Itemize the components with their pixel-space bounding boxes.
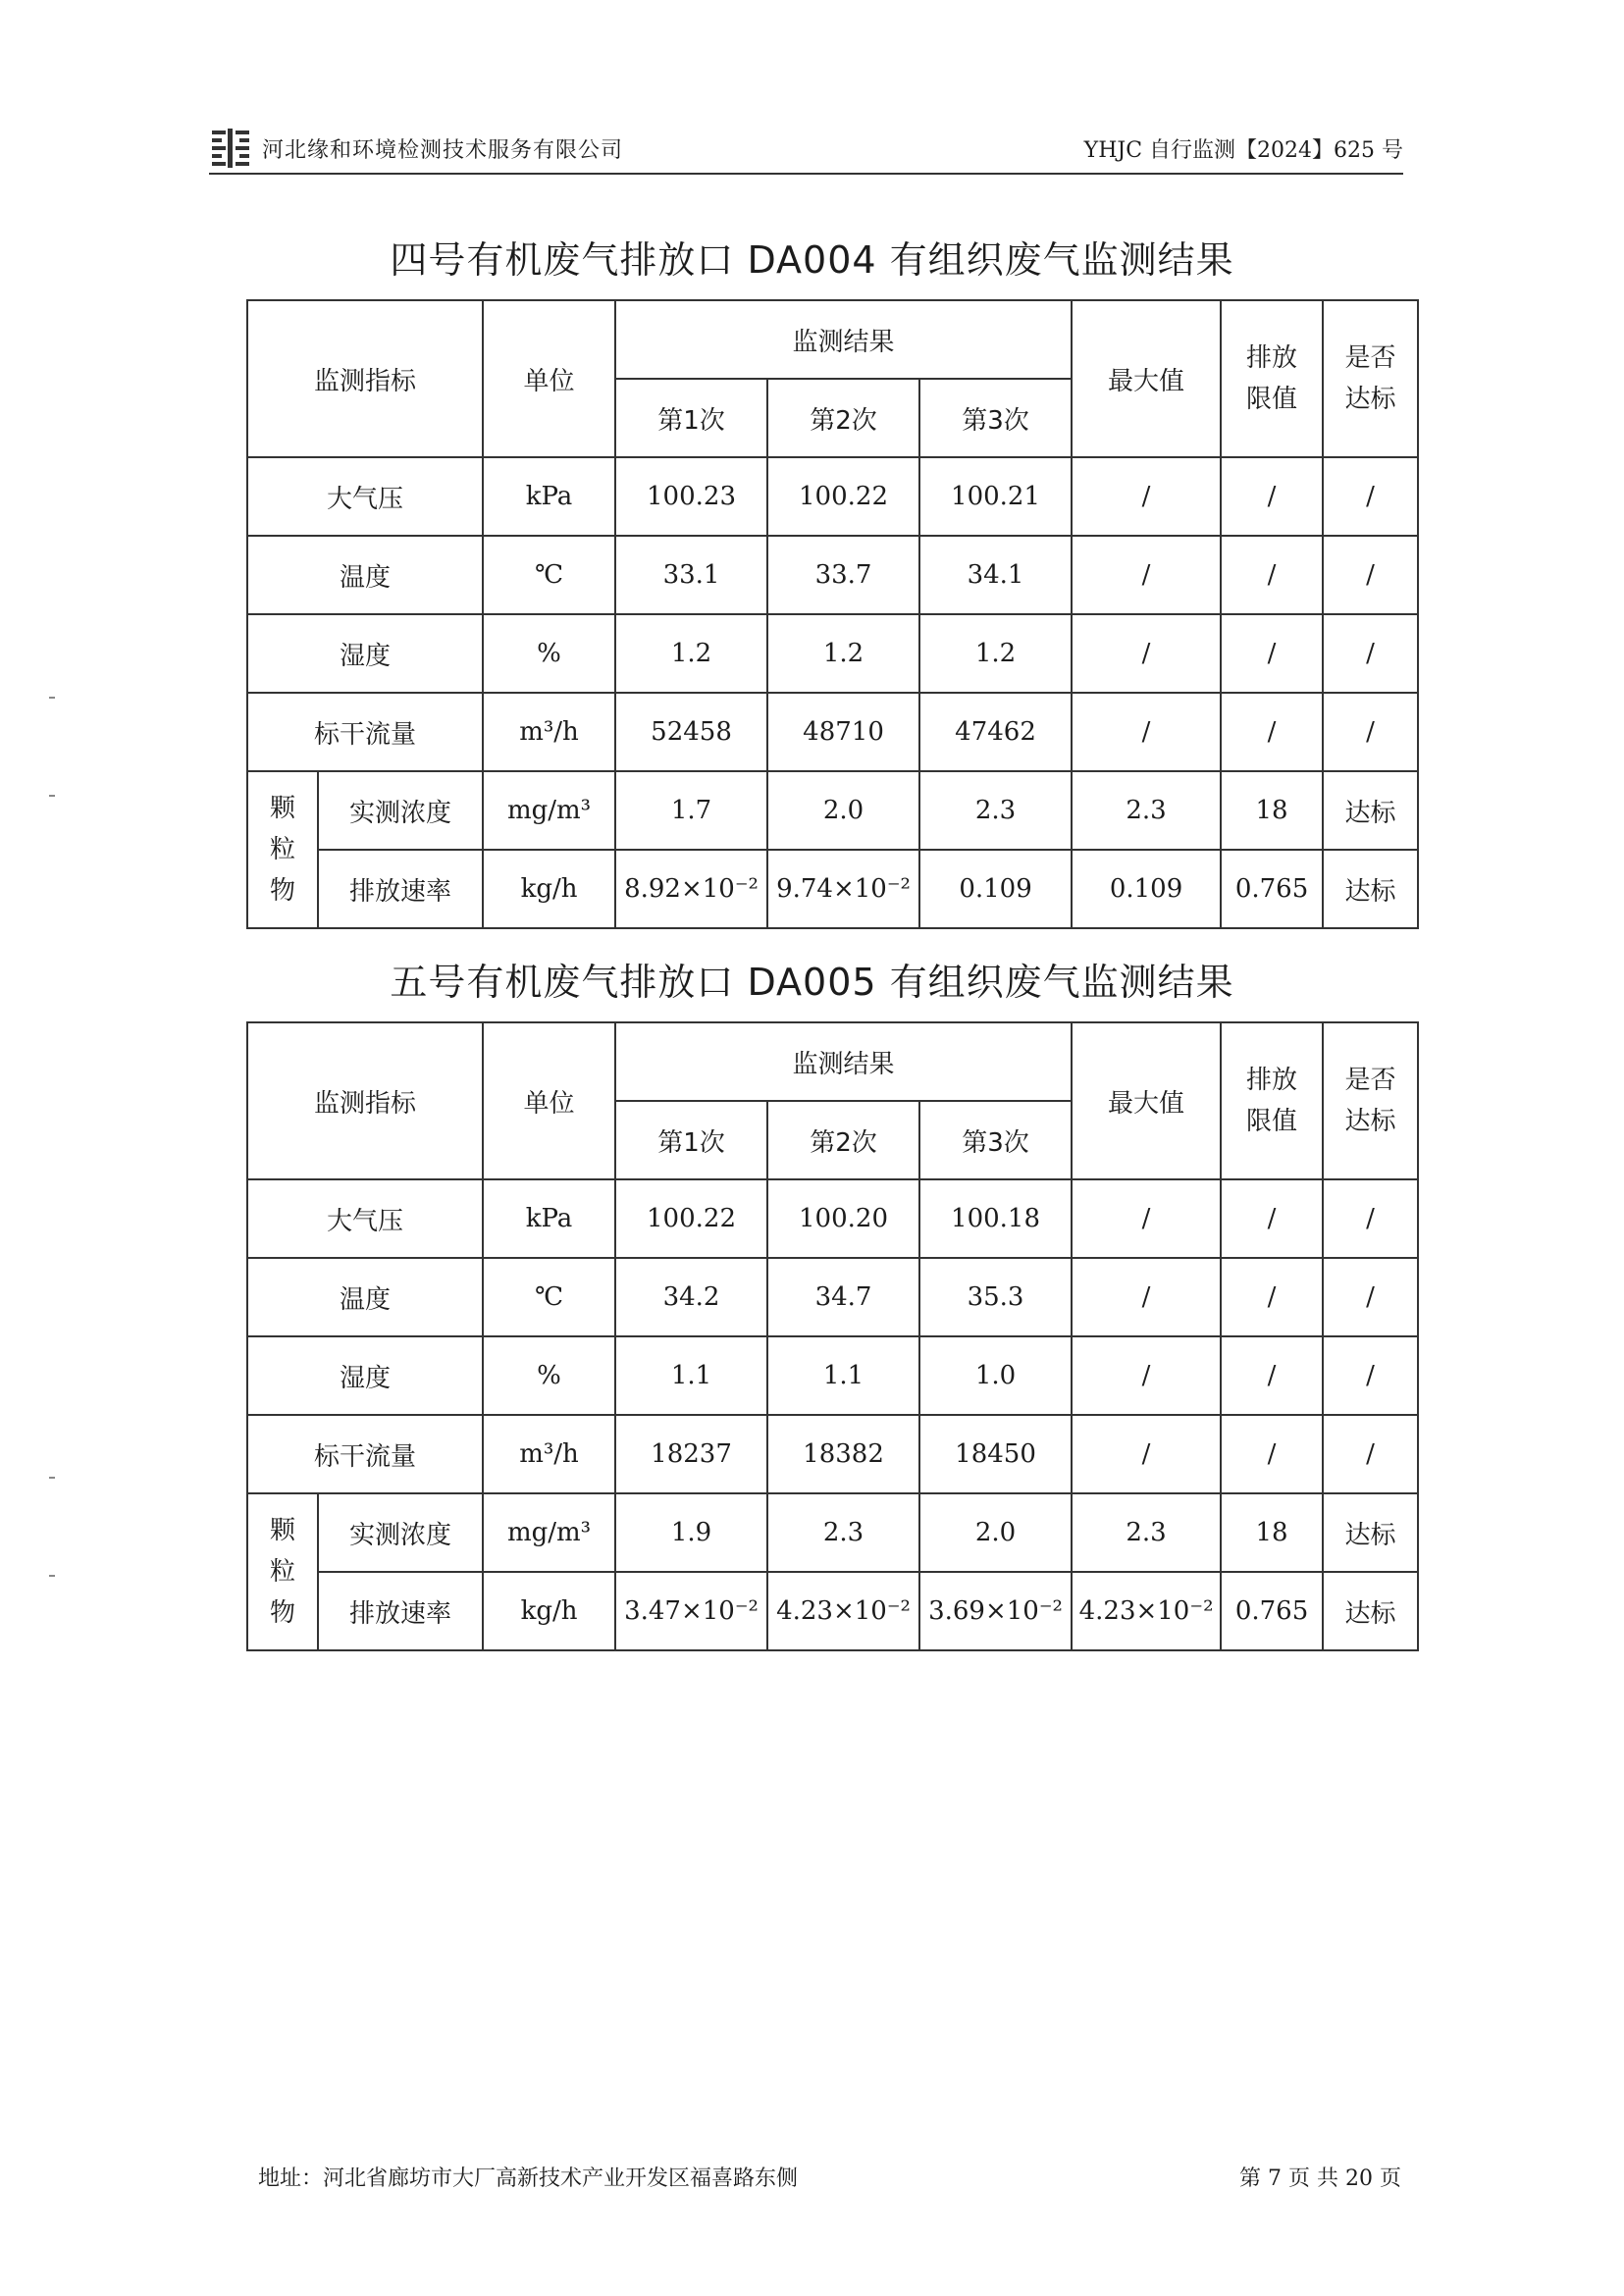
page-header [209, 126, 1403, 175]
table-row: 湿度 % 1.2 1.2 1.2 / / / [247, 614, 1418, 693]
table-row: 大气压 kPa 100.23 100.22 100.21 / / / [247, 457, 1418, 536]
company-name: 河北缘和环境检测技术服务有限公司 [262, 138, 624, 163]
header-compliance: 是否 达标 [1323, 300, 1418, 457]
table-row: 颗 粒 物 实测浓度 mg/m³ 1.9 2.3 2.0 2.3 18 达标 [247, 1493, 1418, 1572]
header-run-1: 第1次 [615, 379, 767, 457]
header-results: 监测结果 [615, 1022, 1072, 1101]
footer-address: 地址：河北省廊坊市大厂高新技术产业开发区福喜路东侧 [258, 2166, 799, 2191]
group-label: 颗 粒 物 [247, 1493, 318, 1650]
table-row: 温度 ℃ 34.2 34.7 35.3 / / / [247, 1258, 1418, 1336]
margin-mark [49, 1477, 55, 1479]
header-run-3: 第3次 [919, 1101, 1072, 1179]
margin-mark [49, 795, 55, 797]
header-indicator: 监测指标 [247, 1022, 483, 1179]
table-row: 湿度 % 1.1 1.1 1.0 / / / [247, 1336, 1418, 1415]
table-row: 排放速率 kg/h 3.47×10⁻² 4.23×10⁻² 3.69×10⁻² 4.23×10⁻² 0.765 达标 [247, 1572, 1418, 1650]
header-run-2: 第2次 [767, 1101, 919, 1179]
header-limit: 排放 限值 [1221, 1022, 1323, 1179]
table-row: 排放速率 kg/h 8.92×10⁻² 9.74×10⁻² 0.109 0.109 0.765 达标 [247, 850, 1418, 928]
page-number: 第 7 页 共 20 页 [1239, 2166, 1401, 2191]
header-indicator: 监测指标 [247, 300, 483, 457]
header-compliance: 是否 达标 [1323, 1022, 1418, 1179]
header-max: 最大值 [1072, 1022, 1221, 1179]
header-run-1: 第1次 [615, 1101, 767, 1179]
monitoring-results-table [246, 299, 1419, 929]
report-number: YHJC 自行监测【2024】625 号 [1083, 138, 1403, 163]
table-title: 五号有机废气排放口 DA005 有组织废气监测结果 [390, 961, 1234, 1004]
table-row: 温度 ℃ 33.1 33.7 34.1 / / / [247, 536, 1418, 614]
table-row: 标干流量 m³/h 18237 18382 18450 / / / [247, 1415, 1418, 1493]
header-unit: 单位 [483, 300, 615, 457]
header-run-2: 第2次 [767, 379, 919, 457]
header-unit: 单位 [483, 1022, 615, 1179]
monitoring-results-table [246, 1021, 1419, 1651]
header-max: 最大值 [1072, 300, 1221, 457]
header-results: 监测结果 [615, 300, 1072, 379]
table-row: 大气压 kPa 100.22 100.20 100.18 / / / [247, 1179, 1418, 1258]
margin-mark [49, 697, 55, 699]
company-logo-icon [209, 128, 252, 169]
header-limit: 排放 限值 [1221, 300, 1323, 457]
table-row: 标干流量 m³/h 52458 48710 47462 / / / [247, 693, 1418, 771]
margin-mark [49, 1575, 55, 1577]
header-run-3: 第3次 [919, 379, 1072, 457]
table-title: 四号有机废气排放口 DA004 有组织废气监测结果 [390, 238, 1234, 282]
table-row: 颗 粒 物 实测浓度 mg/m³ 1.7 2.0 2.3 2.3 18 达标 [247, 771, 1418, 850]
group-label: 颗 粒 物 [247, 771, 318, 928]
